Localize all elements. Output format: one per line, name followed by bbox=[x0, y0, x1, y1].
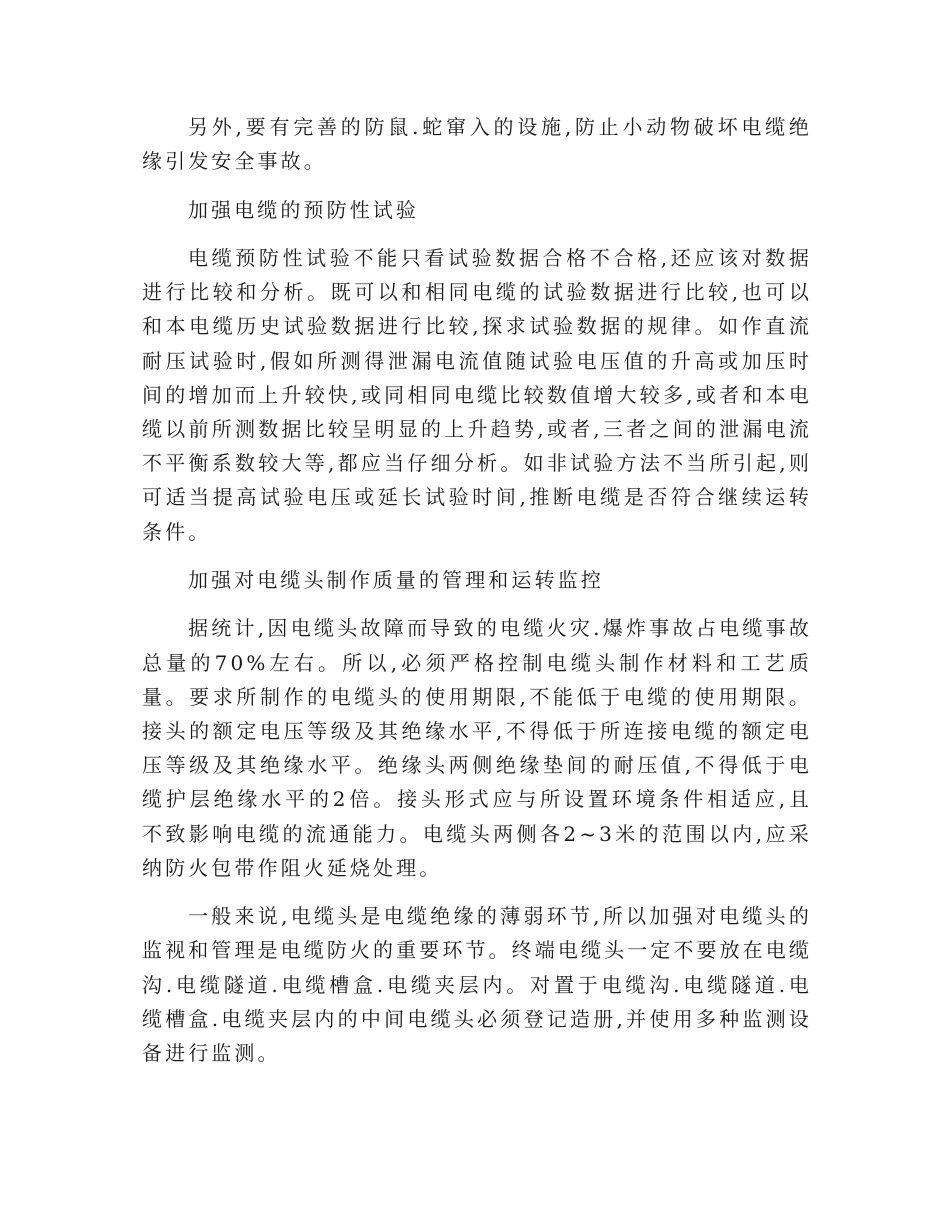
document-body bbox=[142, 110, 812, 1070]
paragraph-rodent-prevention: 另外,要有完善的防鼠.蛇窜入的设施,防止小动物破坏电缆绝缘引发安全事故。 bbox=[142, 115, 812, 174]
paragraph-preventive-test: 电缆预防性试验不能只看试验数据合格不合格,还应该对数据进行比较和分析。既可以和相同电缆的试验数据进行比较,也可以和本电缆历史试验数据进行比较,探求试验数据的规律。如作直流耐压试验时,假如所测得泄漏电流值随试验电压值的升高或加压时间的增加而上升较快,或同相同电缆比较数值增大较多,或者和本电缆以前所测数据比较呈明显的上升趋势,或者,三者之间的泄漏电流不平衡系数较大等,都应当仔细分析。如非试验方法不当所引起,则可适当提高试验电压或延长试验时间,推断电缆是否符合继续运转条件。 bbox=[142, 245, 812, 544]
paragraph-cable-head-statistics: 据统计,因电缆头故障而导致的电缆火灾.爆炸事故占电缆事故总量的70%左右。所以,必须严格控制电缆头制作材料和工艺质量。要求所制作的电缆头的使用期限,不能低于电缆的使用期限。接头的额定电压等级及其绝缘水平,不得低于所连接电缆的额定电压等级及其绝缘水平。绝缘头两侧绝缘垫间的耐压值,不得低于电缆护层绝缘水平的2倍。接头形式应与所设置环境条件相适应,且不致影响电缆的流通能力。电缆头两侧各2~3米的范围以内,应采纳防火包带作阻火延烧处理。 bbox=[142, 616, 812, 880]
paragraph-cable-head-monitoring: 一般来说,电缆头是电缆绝缘的薄弱环节,所以加强对电缆头的监视和管理是电缆防火的重要环节。终端电缆头一定不要放在电缆沟.电缆隧道.电缆槽盒.电缆夹层内。对置于电缆沟.电缆隧道.电缆槽盒.电缆夹层内的中间电缆头必须登记造册,并使用多种监测设备进行监测。 bbox=[142, 904, 812, 1066]
section-heading-preventive-test: 加强电缆的预防性试验 bbox=[188, 197, 419, 222]
section-heading-cable-head-quality: 加强对电缆头制作质量的管理和运转监控 bbox=[188, 568, 604, 592]
